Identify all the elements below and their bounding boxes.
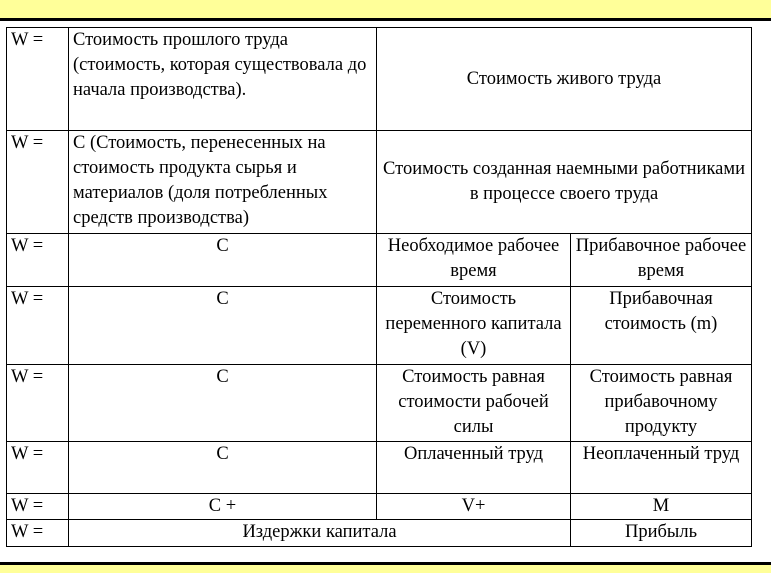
table-row xyxy=(7,28,752,131)
row-label: W = xyxy=(7,365,69,442)
table-row xyxy=(7,234,752,287)
necessary-cell: V+ xyxy=(377,494,571,520)
surplus-cell: Прибавочное рабочее время xyxy=(571,234,752,287)
table-row xyxy=(7,287,752,365)
table-row xyxy=(7,131,752,234)
row-label: W = xyxy=(7,520,69,547)
constant-capital-cell: С xyxy=(69,365,377,442)
constant-capital-cell: С xyxy=(69,442,377,494)
living-labor-cell: Стоимость живого труда xyxy=(377,28,752,131)
surplus-cell: Прибавочная стоимость (m) xyxy=(571,287,752,365)
row-label: W = xyxy=(7,442,69,494)
profit-cell: Прибыль xyxy=(571,520,752,547)
necessary-cell: Необходимое рабочее время xyxy=(377,234,571,287)
table-row xyxy=(7,494,752,520)
table-row xyxy=(7,442,752,494)
necessary-cell: Стоимость равная стоимости рабочей силы xyxy=(377,365,571,442)
constant-capital-cell: C + xyxy=(69,494,377,520)
past-labor-cell: С (Стоимость, перенесенных на стоимость продукта сырья и материалов (доля потребленных средств производства) xyxy=(69,131,377,234)
necessary-cell: Стоимость переменного капитала (V) xyxy=(377,287,571,365)
row-label: W = xyxy=(7,131,69,234)
value-structure-table xyxy=(6,27,752,547)
capital-costs-cell: Издержки капитала xyxy=(69,520,571,547)
necessary-cell: Оплаченный труд xyxy=(377,442,571,494)
surplus-cell: M xyxy=(571,494,752,520)
row-label: W = xyxy=(7,494,69,520)
row-label: W = xyxy=(7,287,69,365)
past-labor-cell: Стоимость прошлого труда (стоимость, которая существовала до начала производства). xyxy=(69,28,377,131)
surplus-cell: Неоплаченный труд xyxy=(571,442,752,494)
table-row xyxy=(7,520,752,547)
constant-capital-cell: С xyxy=(69,287,377,365)
table-row xyxy=(7,365,752,442)
row-label: W = xyxy=(7,28,69,131)
living-labor-cell: Стоимость созданная наемными работниками в процессе своего труда xyxy=(377,131,752,234)
constant-capital-cell: С xyxy=(69,234,377,287)
surplus-cell: Стоимость равная прибавочному продукту xyxy=(571,365,752,442)
row-label: W = xyxy=(7,234,69,287)
